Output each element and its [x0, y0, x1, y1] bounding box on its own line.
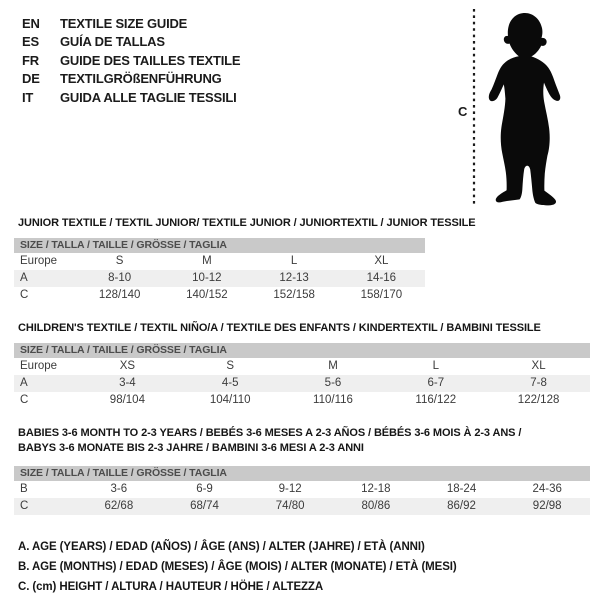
toddler-silhouette-path: [489, 13, 560, 205]
cell: XS: [119, 360, 136, 372]
cell: 7-8: [530, 377, 547, 389]
section-title-babies-line2: BABYS 3-6 MONATE BIS 2-3 JAHRE / BAMBINI 3-6 MESI A 2-3 ANNI: [18, 442, 364, 454]
language-label: GUIDA ALLE TAGLIE TESSILI: [60, 89, 237, 105]
cell: 3-4: [119, 377, 136, 389]
cell: 68/74: [190, 500, 219, 512]
cell: 104/110: [209, 394, 251, 406]
cell: 12-13: [279, 272, 309, 284]
cell: 4-5: [221, 377, 239, 389]
language-row-es: [22, 33, 240, 51]
cell: 158/170: [360, 289, 403, 301]
language-code: ES: [22, 34, 39, 50]
legend-line-a: A. AGE (YEARS) / EDAD (AÑOS) / ÂGE (ANS) / ALTER (JAHRE) / ETÀ (ANNI): [18, 541, 425, 553]
table-row: [14, 287, 425, 304]
cell: 12-18: [361, 483, 391, 495]
cell: 86/92: [447, 500, 476, 512]
language-code: IT: [22, 89, 34, 105]
cell: 140/152: [186, 289, 228, 301]
legend: [18, 537, 457, 597]
cell: 92/98: [532, 500, 562, 512]
cell: 98/104: [109, 394, 145, 406]
children-size-table: [14, 343, 590, 409]
cell: S: [226, 360, 235, 372]
language-label: GUÍA DE TALLAS: [60, 34, 165, 50]
language-code: FR: [22, 52, 39, 68]
cell: L: [432, 360, 439, 372]
cell: 14-16: [366, 272, 397, 284]
table-row: [14, 481, 590, 498]
table-header-bar: SIZE / TALLA / TAILLE / GRÖSSE / TAGLIA: [14, 466, 590, 481]
language-title-block: [22, 15, 240, 107]
row-label: A: [20, 377, 28, 389]
language-row-en: [22, 15, 240, 33]
language-row-it: [22, 89, 240, 107]
cell: 110/116: [313, 394, 353, 406]
language-label: GUIDE DES TAILLES TEXTILE: [60, 52, 241, 68]
row-label: C: [20, 394, 29, 406]
table-row: [14, 498, 590, 515]
cell: 74/80: [275, 500, 305, 512]
table-row: [14, 270, 425, 287]
cell: 122/128: [517, 394, 560, 406]
toddler-silhouette-icon: [452, 6, 582, 208]
section-title-children: CHILDREN'S TEXTILE / TEXTIL NIÑO/A / TEXTILE DES ENFANTS / KINDERTEXTIL / BAMBINI TESSILE: [18, 322, 541, 334]
section-title-junior: JUNIOR TEXTILE / TEXTIL JUNIOR/ TEXTILE JUNIOR / JUNIORTEXTIL / JUNIOR TESSILE: [18, 217, 476, 229]
row-label: C: [20, 289, 29, 301]
section-title-babies-line1: BABIES 3-6 MONTH TO 2-3 YEARS / BEBÉS 3-6 MESES A 2-3 AÑOS / BÉBÉS 3-6 MOIS À 2-3 ANS /: [18, 427, 522, 439]
legend-line-b: B. AGE (MONTHS) / EDAD (MESES) / ÂGE (MOIS) / ALTER (MONATE) / ETÀ (MESI): [18, 561, 457, 573]
cell: M: [328, 360, 338, 372]
cell: XL: [531, 360, 546, 372]
cell: 152/158: [273, 289, 315, 301]
section-title-babies: [18, 426, 521, 456]
babies-size-table: [14, 466, 590, 515]
cell: 24-36: [532, 483, 562, 495]
junior-size-table: [14, 238, 425, 304]
cell: XL: [374, 255, 389, 267]
language-row-de: [22, 70, 240, 88]
cell: 6-7: [427, 377, 445, 389]
language-row-fr: [22, 52, 240, 70]
row-label: A: [20, 272, 28, 284]
table-header-bar: SIZE / TALLA / TAILLE / GRÖSSE / TAGLIA: [14, 343, 590, 358]
cell: 5-6: [324, 377, 342, 389]
row-label: Europe: [20, 360, 58, 372]
cell: 116/122: [415, 394, 457, 406]
cell: 62/68: [104, 500, 134, 512]
table-row: [14, 253, 425, 270]
language-code: EN: [22, 16, 40, 31]
language-label: TEXTILE SIZE GUIDE: [60, 16, 188, 31]
table-header-bar: SIZE / TALLA / TAILLE / GRÖSSE / TAGLIA: [14, 238, 425, 253]
cell: 3-6: [110, 483, 128, 495]
cell: 128/140: [98, 289, 141, 301]
row-label: C: [20, 500, 29, 512]
table-row: [14, 392, 590, 409]
row-label: Europe: [20, 255, 58, 267]
cell: 80/86: [361, 500, 391, 512]
cell: 18-24: [446, 483, 477, 495]
cell: 6-9: [196, 483, 213, 495]
cell: 9-12: [278, 483, 302, 495]
row-label: B: [20, 483, 28, 495]
height-marker-label: C: [458, 104, 468, 119]
table-row: [14, 358, 590, 375]
cell: 8-10: [108, 272, 132, 284]
table-row: [14, 375, 590, 392]
cell: M: [202, 255, 212, 267]
cell: 10-12: [192, 272, 222, 284]
legend-line-c: C. (cm) HEIGHT / ALTURA / HAUTEUR / HÖHE / ALTEZZA: [18, 581, 324, 593]
cell: L: [290, 255, 298, 267]
cell: S: [115, 255, 124, 267]
language-code: DE: [22, 71, 40, 87]
language-label: TEXTILGRÖßENFÜHRUNG: [60, 71, 222, 87]
